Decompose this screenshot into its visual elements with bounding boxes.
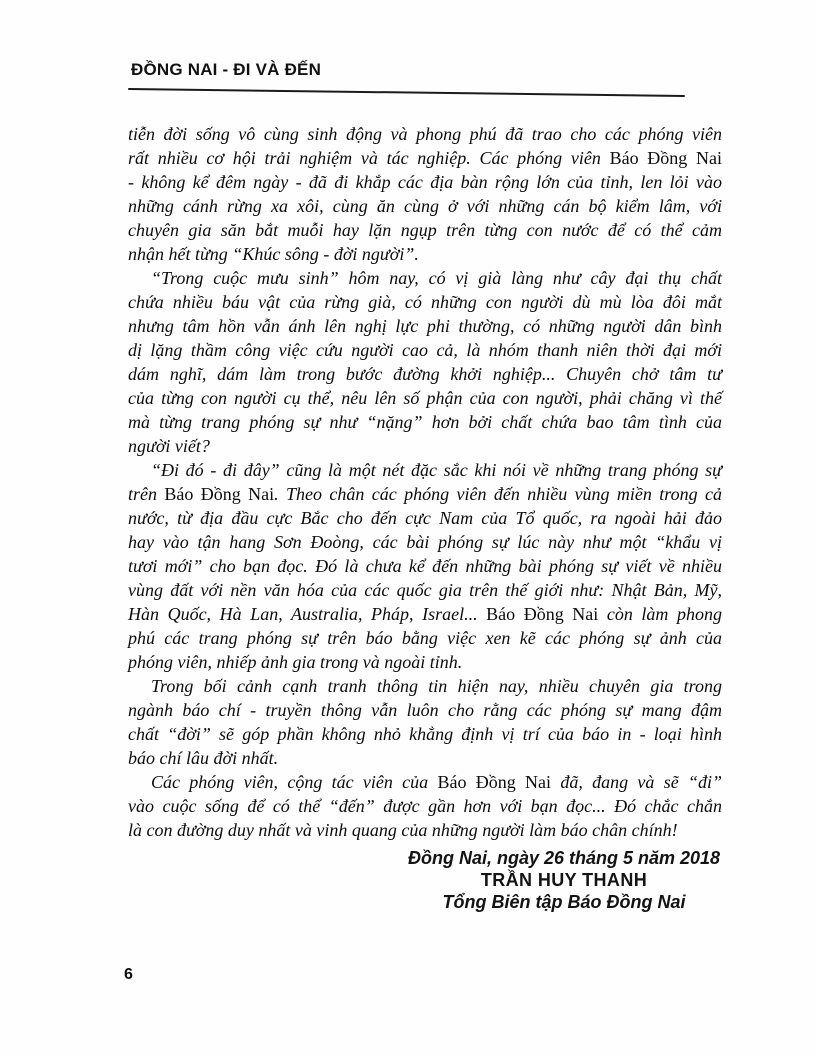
text-line: là con đường duy nhất và vinh quang của những người làm báo chân chính! [128, 820, 678, 840]
text-line: “Đi đó - đi đây” cũng là một nét đặc sắc khi nói về những trang phóng sự [151, 460, 722, 480]
paragraph [128, 458, 722, 674]
publication-name: Báo Đồng Nai [486, 604, 599, 624]
page-number: 6 [124, 966, 133, 983]
text-line: dám nghĩ, dám làm trong bước đường khởi nghiệp... Chuyên chở tâm tư [128, 364, 722, 384]
signature-role: Tổng Biên tập Báo Đồng Nai [442, 892, 686, 912]
signature-name: TRẦN HUY THANH [480, 870, 648, 890]
text-line: phú các trang phóng sự trên báo bằng việc xen kẽ các phóng sự ảnh của [128, 628, 722, 648]
body-text [128, 122, 722, 842]
paragraph [128, 674, 722, 770]
signature-block [396, 847, 732, 913]
signature-dateline: Đồng Nai, ngày 26 tháng 5 năm 2018 [407, 848, 721, 868]
paragraph [128, 122, 722, 266]
running-header-title: ĐỒNG NAI - ĐI VÀ ĐẾN [131, 60, 322, 79]
text-line: những cánh rừng xa xôi, cùng ăn cùng ở với những cán bộ kiểm lâm, với [128, 196, 722, 216]
text-line: của từng con người cụ thể, nêu lên số phận của con người, phải chăng vì thế [128, 388, 722, 408]
text-line: - không kể đêm ngày - đã đi khắp các địa bàn rộng lớn của tỉnh, len lỏi vào [128, 172, 722, 192]
paragraph [128, 266, 722, 458]
text-line: tiễn đời sống vô cùng sinh động và phong phú đã trao cho các phóng viên [128, 124, 722, 144]
publication-name: Báo Đồng Nai [437, 772, 552, 792]
text-line: báo chí lâu đời nhất. [128, 748, 279, 768]
text-line: Trong bối cảnh cạnh tranh thông tin hiện nay, nhiều chuyên gia trong [151, 676, 722, 696]
text-line: rất nhiều cơ hội trải nghiệm và tác nghiệp. Các phóng viên Báo Đồng Nai [128, 148, 722, 168]
publication-name: Báo Đồng Nai [164, 484, 275, 504]
text-line: Hàn Quốc, Hà Lan, Australia, Pháp, Israel... Báo Đồng Nai còn làm phong [128, 604, 722, 624]
text-line: vào cuộc sống để có thể “đến” được gần hơn với bạn đọc... Đó chắc chắn [128, 796, 722, 816]
text-line: người viết? [128, 436, 210, 456]
text-line: mà từng trang phóng sự như “nặng” hơn bởi chất chứa bao tâm tình của [128, 412, 722, 432]
text-line: ngành báo chí - truyền thông vẫn luôn cho rằng các phóng sự mang đậm [128, 700, 722, 720]
text-line: Các phóng viên, cộng tác viên của Báo Đồng Nai đã, đang và sẽ “đi” [151, 772, 723, 792]
publication-name: Báo Đồng Nai [609, 148, 722, 168]
text-line: chất “đời” sẽ góp phần không nhỏ khẳng định vị trí của báo in - loại hình [128, 724, 722, 744]
text-line: tươi mới” cho bạn đọc. Đó là chưa kể đến những bài phóng sự viết về nhiều [128, 556, 722, 576]
text-line: nhưng tâm hồn vẫn ánh lên nghị lực phi thường, có những người dân bình [128, 316, 722, 336]
text-line: “Trong cuộc mưu sinh” hôm nay, có vị già làng như cây đại thụ chất [151, 268, 722, 288]
text-line: chứa nhiều báu vật của rừng già, có những con người dù mù lòa đôi mắt [128, 292, 722, 312]
paragraph [128, 770, 722, 842]
header-rule [128, 88, 685, 97]
text-line: chuyên gia săn bắt muỗi hay lặn ngụp trên từng con nước để có thể cảm [128, 220, 722, 240]
text-line: vùng đất với nền văn hóa của các quốc gia trên thế giới như: Nhật Bản, Mỹ, [128, 580, 722, 600]
text-line: hay vào tận hang Sơn Đoòng, các bài phóng sự lúc này như một “khẩu vị [128, 532, 722, 552]
text-line: nước, từ địa đầu cực Bắc cho đến cực Nam của Tổ quốc, ra ngoài hải đảo [128, 508, 722, 528]
text-line: trên Báo Đồng Nai. Theo chân các phóng viên đến nhiều vùng miền trong cả [128, 484, 723, 504]
text-line: dị lặng thầm công việc cứu người cao cả, là nhóm thanh niên thời đại mới [128, 340, 722, 360]
text-line: phóng viên, nhiếp ảnh gia trong và ngoài tỉnh. [128, 652, 463, 672]
text-line: nhận hết từng “Khúc sông - đời người”. [128, 244, 419, 264]
